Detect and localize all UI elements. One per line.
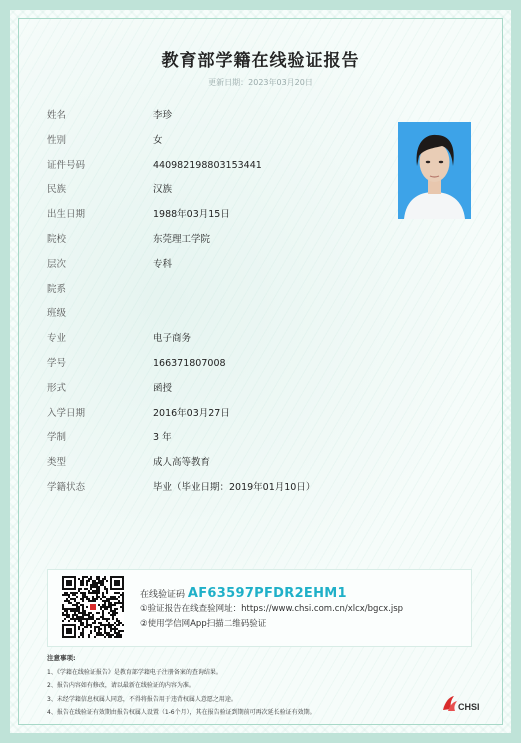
field-label: 院系 bbox=[47, 283, 67, 295]
field-value: 电子商务 bbox=[153, 333, 192, 345]
note-item: 1、《学籍在线验证报告》是教育部学籍电子注册备案的查询结果。 bbox=[47, 668, 222, 676]
field-label: 班级 bbox=[47, 308, 67, 320]
update-date: 更新日期：2023年03月20日 bbox=[208, 78, 313, 87]
field-label: 民族 bbox=[47, 184, 67, 196]
field-label: 专业 bbox=[47, 333, 67, 345]
verification-code: AF63597PFDR2EHM1 bbox=[187, 586, 347, 601]
student-photo bbox=[398, 122, 471, 219]
notes-section bbox=[47, 652, 316, 720]
field-label: 学号 bbox=[47, 358, 67, 369]
qr-code[interactable] bbox=[62, 576, 124, 638]
field-label: 学籍状态 bbox=[47, 482, 86, 493]
field-label: 性别 bbox=[47, 134, 67, 146]
verify-url-line: ①验证报告在线查验网址：https://www.chsi.com.cn/xlcx/bgcx.jsp bbox=[140, 604, 404, 614]
field-value: 女 bbox=[153, 134, 163, 146]
field-value: 毕业（毕业日期：2019年01月10日） bbox=[153, 482, 316, 493]
page-title: 教育部学籍在线验证报告 bbox=[161, 51, 360, 71]
note-item: 3、未经学籍信息权属人同意，不得将报告用于违背权属人意愿之用途。 bbox=[47, 695, 237, 703]
field-value: 李珍 bbox=[153, 110, 173, 121]
verification-code-label: 在线验证码 bbox=[140, 590, 186, 600]
field-label: 学制 bbox=[47, 432, 67, 444]
field-value: 汉族 bbox=[153, 184, 173, 196]
field-value: 成人高等教育 bbox=[153, 457, 211, 469]
field-value: 1988年03月15日 bbox=[153, 209, 230, 221]
field-value: 166371807008 bbox=[153, 358, 226, 369]
field-value: 440982198803153441 bbox=[153, 159, 262, 171]
field-value: 2016年03月27日 bbox=[153, 407, 230, 419]
verification-code-line bbox=[140, 586, 347, 601]
field-value: 函授 bbox=[153, 382, 173, 394]
field-value: 东莞理工学院 bbox=[153, 234, 211, 245]
notes-title: 注意事项: bbox=[47, 654, 76, 662]
chsi-logo-text: CHSI bbox=[458, 702, 480, 712]
field-label: 姓名 bbox=[47, 110, 67, 121]
verify-app-line: ②使用学信网App扫描二维码验证 bbox=[140, 619, 267, 629]
field-label: 证件号码 bbox=[47, 159, 86, 171]
field-label: 类型 bbox=[47, 457, 67, 469]
note-item: 2、报告内容如有修改，请以最新在线验证的内容为准。 bbox=[47, 682, 195, 689]
field-label: 入学日期 bbox=[47, 407, 86, 419]
verification-box bbox=[47, 569, 472, 647]
field-label: 院校 bbox=[47, 234, 67, 245]
field-value: 专科 bbox=[153, 258, 173, 270]
field-label: 出生日期 bbox=[47, 209, 86, 221]
field-label: 形式 bbox=[47, 382, 67, 394]
field-value: 3 年 bbox=[153, 432, 172, 444]
field-label: 层次 bbox=[47, 258, 67, 270]
note-item: 4、报告在线验证有效期由报告权属人设置（1-6个月），其在报告验证到期前可再次延长验证有效期。 bbox=[47, 709, 316, 716]
